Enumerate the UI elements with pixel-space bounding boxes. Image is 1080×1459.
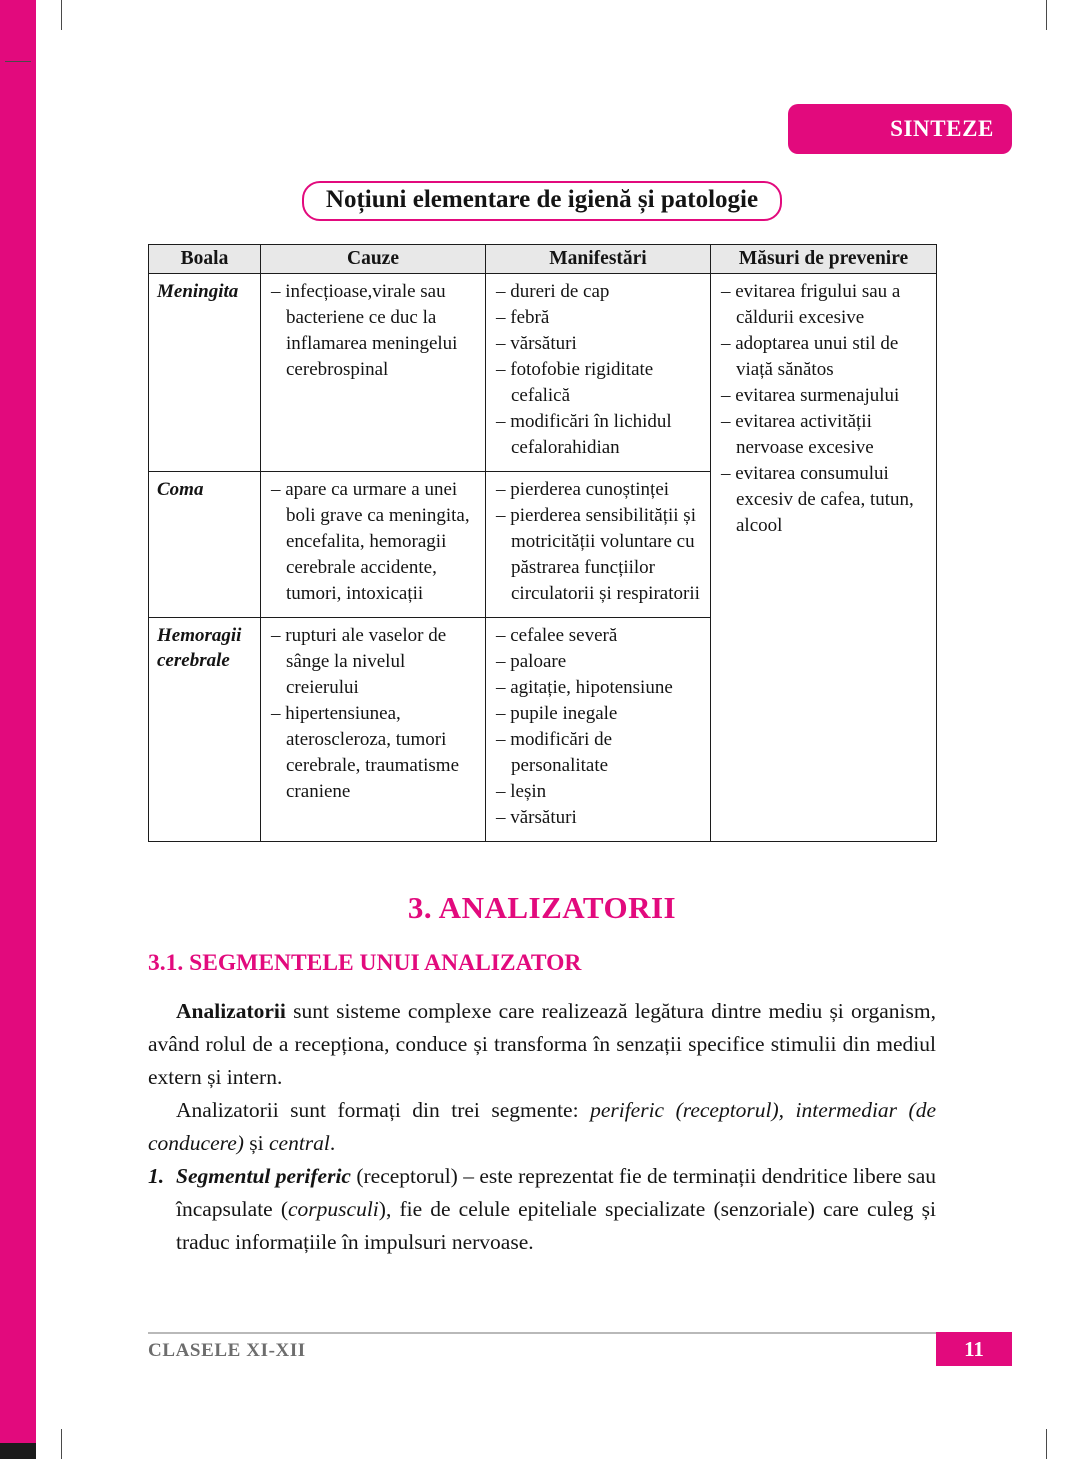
numbered-item [148, 1160, 936, 1259]
text-run: ), fie de celule epiteliale specializate (senzoriale) care culeg și traduc informațiile în impulsuri nervoase. [176, 1197, 936, 1254]
manifestations-cell [486, 618, 711, 842]
text-run: periferic (receptorul), intermediar (de conducere) [148, 1098, 936, 1155]
footer-label: CLASELE XI-XII [148, 1340, 306, 1361]
disease-name: Coma [149, 472, 261, 618]
crop-mark [5, 61, 31, 62]
page-footer [148, 1332, 1012, 1366]
binding-strip [0, 0, 36, 1459]
bullet-line: – pierderea sensibilității și motricității voluntare cu păstrarea funcțiilor circulatorii și respiratorii [496, 505, 700, 604]
col-header-masuri: Măsuri de prevenire [711, 245, 937, 274]
causes-cell [261, 274, 486, 472]
causes-cell [261, 472, 486, 618]
binding-strip-end [0, 1443, 36, 1459]
causes-cell [261, 618, 486, 842]
disease-table [148, 244, 937, 842]
disease-name: Hemoragii cerebrale [149, 618, 261, 842]
section-subheading: 3.1. SEGMENTELE UNUI ANALIZATOR [148, 950, 582, 976]
page-content [148, 0, 936, 1259]
bullet-line: – agitație, hipotensiune [496, 677, 673, 698]
chapter-box-title: Noțiuni elementare de igienă și patologie [302, 181, 782, 221]
bullet-line: – paloare [496, 651, 567, 672]
bullet-line: – adoptarea unui stil de viață sănătos [721, 333, 899, 380]
crop-mark [1046, 1429, 1047, 1459]
item-number: 1. [148, 1164, 165, 1188]
text-run: . [329, 1131, 336, 1155]
bullet-line: – vărsături [496, 333, 577, 354]
bullet-line: – evitarea frigului sau a căldurii excesive [721, 281, 901, 328]
col-header-manifestari: Manifestări [486, 245, 711, 274]
paragraph [148, 995, 936, 1094]
col-header-cauze: Cauze [261, 245, 486, 274]
text-run: (receptorul) – este reprezentat fie de terminații dendritice libere sau încapsulate ( [176, 1164, 936, 1221]
bullet-line: – apare ca urmare a unei boli grave ca meningita, encefalita, hemoragii cerebrale accidente, tumori, intoxicații [271, 479, 470, 604]
body-text [148, 995, 936, 1259]
bullet-line: – modificări de personalitate [496, 729, 613, 776]
col-header-boala: Boala [149, 245, 261, 274]
bullet-line: – evitarea surmenajului [721, 385, 900, 406]
text-run: Analizatorii [176, 999, 286, 1023]
bullet-line: – hipertensiunea, ateroscleroza, tumori cerebrale, traumatisme craniene [271, 703, 460, 802]
text-run: și [243, 1131, 269, 1155]
bullet-line: – modificări în lichidul cefalorahidian [496, 411, 672, 458]
disease-name: Meningita [149, 274, 261, 472]
page-number-box: 11 [936, 1332, 1012, 1366]
bullet-line: – vărsături [496, 807, 577, 828]
bullet-line: – infecțioase,virale sau bacteriene ce duc la inflamarea meningelui cerebrospinal [271, 281, 458, 380]
manifestations-cell [486, 274, 711, 472]
paragraph [176, 1160, 936, 1259]
text-run: sunt sisteme complexe care realizează legătura dintre mediu și organism, având rolul de a recepționa, conduce și transforma în senzații specifice stimulii din mediul extern și intern. [148, 999, 936, 1089]
text-run: corpusculi [288, 1197, 379, 1221]
bullet-line: – pierderea cunoștinței [496, 479, 670, 500]
bullet-line: – evitarea consumului excesiv de cafea, tutun, alcool [721, 463, 914, 536]
text-run: Analizatorii sunt formați din trei segmente: [176, 1098, 591, 1122]
crop-mark [1046, 0, 1047, 30]
table-row [149, 274, 937, 472]
crop-mark [61, 1429, 62, 1459]
bullet-line: – leșin [496, 781, 547, 802]
bullet-line: – cefalee severă [496, 625, 618, 646]
bullet-line: – evitarea activității nervoase excesive [721, 411, 874, 458]
text-run: Segmentul periferic [176, 1164, 351, 1188]
bullet-line: – dureri de cap [496, 281, 610, 302]
bullet-line: – fotofobie rigiditate cefalică [496, 359, 654, 406]
bullet-line: – rupturi ale vaselor de sânge la nivelul creierului [271, 625, 447, 698]
paragraph [148, 1094, 936, 1160]
prevention-cell [711, 274, 937, 842]
manifestations-cell [486, 472, 711, 618]
bullet-line: – pupile inegale [496, 703, 618, 724]
table-header-row [149, 245, 937, 274]
bullet-line: – febră [496, 307, 550, 328]
crop-mark [61, 0, 62, 30]
section-heading: 3. ANALIZATORII [407, 890, 677, 925]
text-run: central [269, 1131, 330, 1155]
sinteze-badge: SINTEZE [788, 104, 1012, 154]
